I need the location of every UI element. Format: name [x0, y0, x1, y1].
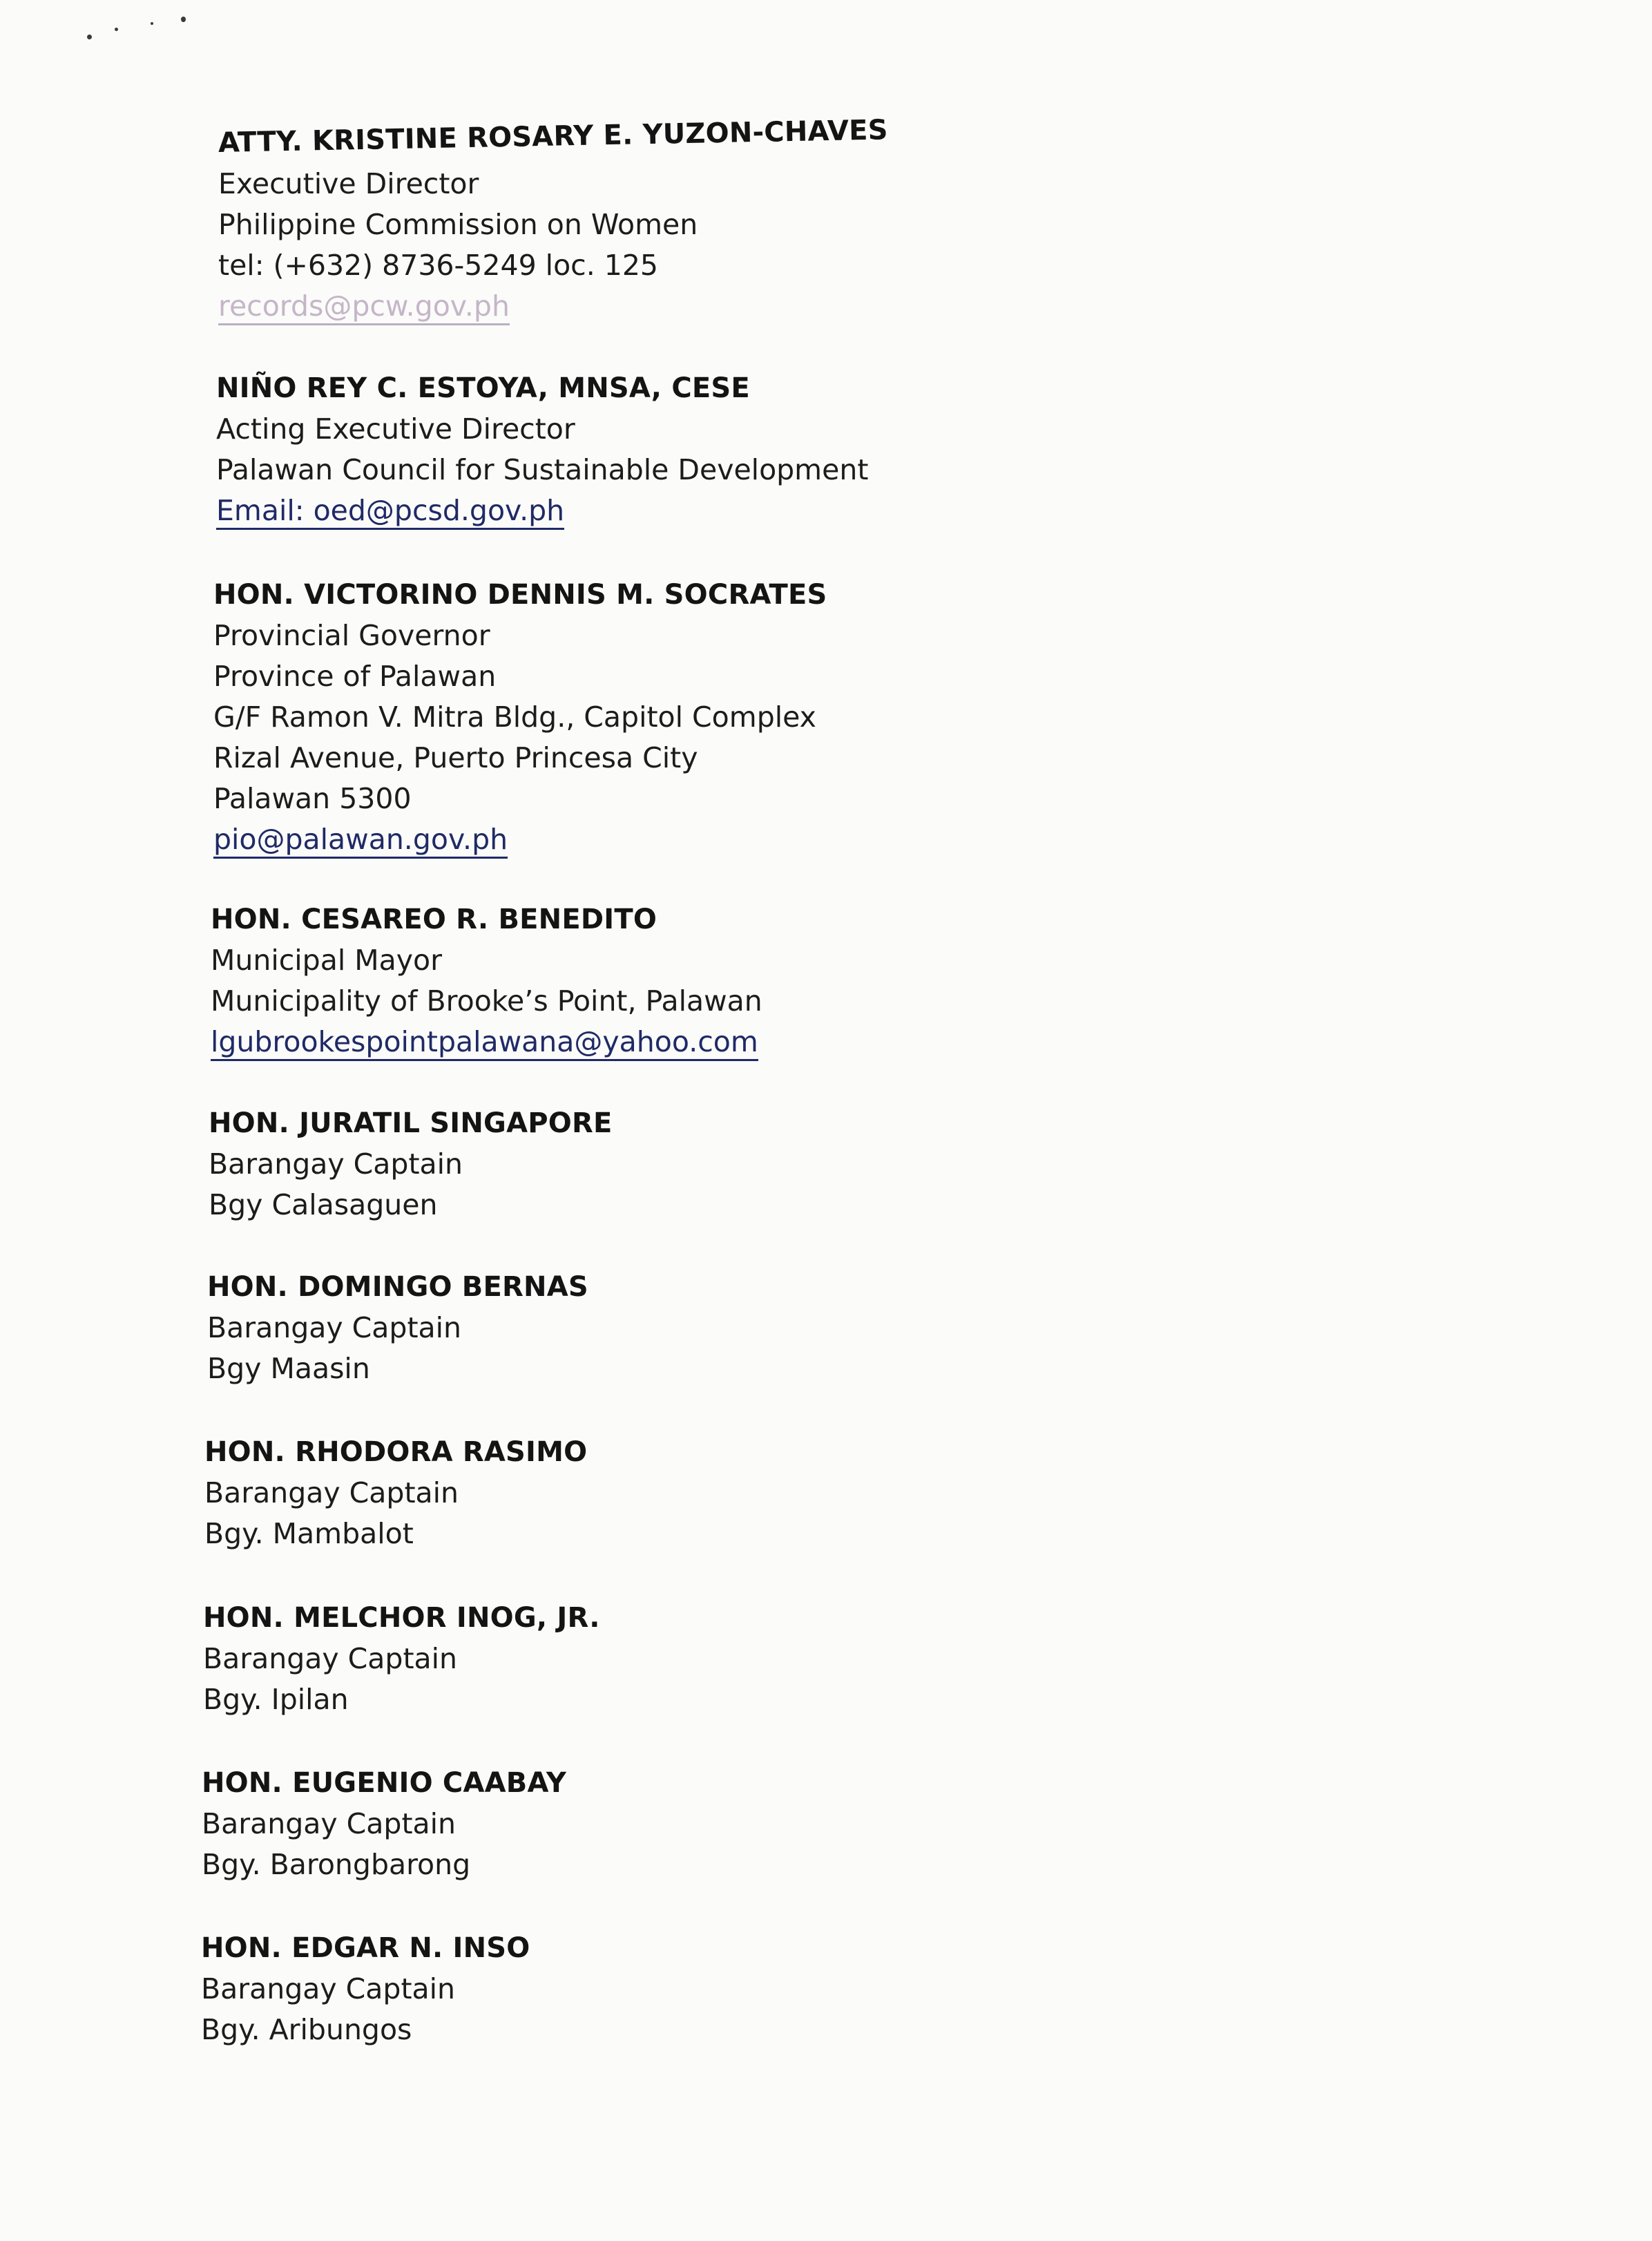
- contact-location: Bgy Maasin: [207, 1352, 370, 1385]
- contact-organization: Municipality of Brooke’s Point, Palawan: [211, 984, 762, 1018]
- scan-speck: [151, 22, 153, 25]
- contact-title: Executive Director: [218, 167, 479, 200]
- contact-title: Barangay Captain: [207, 1311, 462, 1344]
- contact-address-line: G/F Ramon V. Mitra Bldg., Capitol Complex: [213, 700, 816, 734]
- contact-title: Barangay Captain: [202, 1807, 457, 1840]
- contact-email-link[interactable]: records@pcw.gov.ph: [218, 289, 510, 325]
- contact-name: HON. JURATIL SINGAPORE: [209, 1107, 613, 1139]
- contact-location: Bgy. Barongbarong: [202, 1848, 471, 1881]
- contact-block: [218, 114, 889, 327]
- contact-block: [204, 1432, 587, 1554]
- contact-title: Barangay Captain: [201, 1972, 456, 2005]
- contact-name: ATTY. KRISTINE ROSARY E. YUZON-CHAVES: [218, 114, 889, 159]
- contact-title: Municipal Mayor: [211, 944, 442, 977]
- contact-address-line: Rizal Avenue, Puerto Princesa City: [213, 741, 698, 774]
- contact-location: Bgy Calasaguen: [209, 1188, 438, 1221]
- scan-speck: [181, 17, 186, 22]
- contact-name: HON. VICTORINO DENNIS M. SOCRATES: [213, 579, 827, 611]
- scan-speck: [87, 35, 92, 39]
- contact-name: HON. RHODORA RASIMO: [204, 1436, 588, 1468]
- contact-name: HON. CESAREO R. BENEDITO: [211, 904, 657, 935]
- contact-name: HON. MELCHOR INOG, JR.: [203, 1602, 600, 1634]
- contact-name: HON. DOMINGO BERNAS: [207, 1271, 588, 1303]
- contact-block: [207, 1267, 588, 1389]
- contact-email-link[interactable]: lgubrookespointpalawana@yahoo.com: [211, 1024, 758, 1061]
- contact-title: Barangay Captain: [203, 1642, 458, 1675]
- contact-name: HON. EDGAR N. INSO: [201, 1932, 530, 1964]
- contact-block: [211, 899, 762, 1062]
- contact-email-link[interactable]: Email: oed@pcsd.gov.ph: [216, 493, 564, 530]
- contact-organization: Palawan Council for Sustainable Development: [216, 453, 869, 486]
- contact-phone: tel: (+632) 8736-5249 loc. 125: [218, 249, 659, 282]
- contact-organization: Province of Palawan: [213, 660, 497, 693]
- contact-block: [201, 1928, 530, 2050]
- contact-title: Barangay Captain: [204, 1476, 459, 1509]
- contact-block: [203, 1598, 600, 1720]
- contact-block: [202, 1763, 566, 1885]
- contact-title: Barangay Captain: [209, 1147, 463, 1181]
- contact-title: Provincial Governor: [213, 619, 490, 652]
- contact-name: HON. EUGENIO CAABAY: [202, 1767, 566, 1799]
- contact-block: [209, 1103, 612, 1226]
- contact-location: Bgy. Ipilan: [203, 1683, 349, 1716]
- contact-name: NIÑO REY C. ESTOYA, MNSA, CESE: [216, 372, 750, 404]
- contact-title: Acting Executive Director: [216, 412, 575, 446]
- contact-organization: Philippine Commission on Women: [218, 208, 698, 241]
- contact-block: [216, 368, 868, 531]
- contact-email-link[interactable]: pio@palawan.gov.ph: [213, 822, 508, 859]
- contact-block: [213, 575, 827, 860]
- contact-address-line: Palawan 5300: [213, 782, 412, 815]
- scan-speck: [115, 28, 118, 31]
- contact-location: Bgy. Aribungos: [201, 2013, 412, 2046]
- contact-location: Bgy. Mambalot: [204, 1517, 414, 1550]
